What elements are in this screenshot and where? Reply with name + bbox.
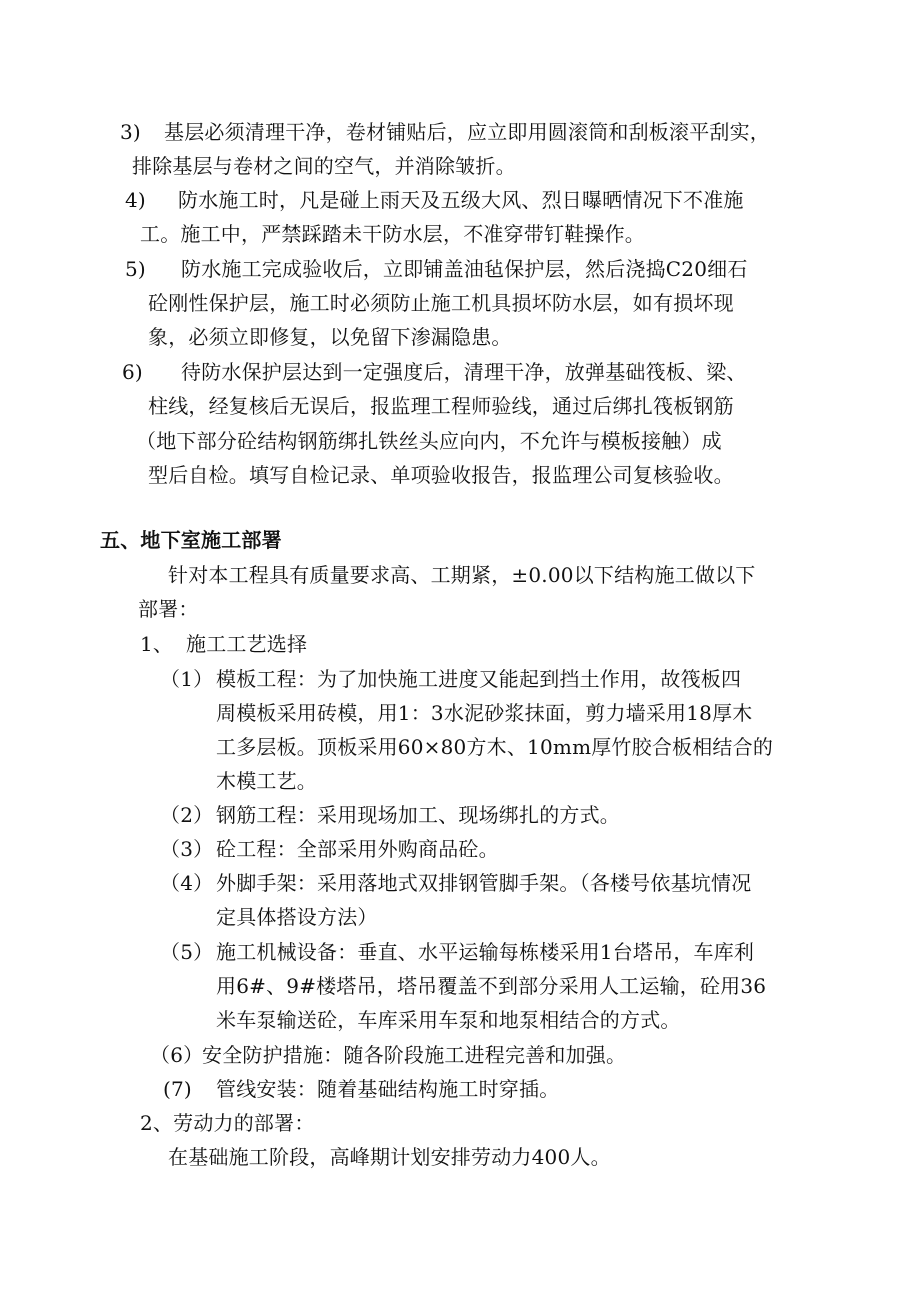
sub-item-number: （1） — [160, 667, 214, 691]
sub-item-text-line: 木模工艺。 — [216, 769, 317, 793]
section-heading: 五、地下室施工部署 — [100, 528, 282, 552]
sub-item-text-line: 管线安装：随着基础结构施工时穿插。 — [216, 1077, 560, 1101]
item-number: 4) — [125, 188, 146, 212]
item-text-line: 防水施工完成验收后，立即铺盖油毡保护层，然后浇捣C20细石 — [181, 257, 748, 281]
sub-item-text-line: 钢筋工程：采用现场加工、现场绑扎的方式。 — [216, 803, 620, 827]
sub-item-number: （2） — [160, 803, 214, 827]
intro-text-line: 针对本工程具有质量要求高、工期紧，±0.00以下结构施工做以下 — [168, 563, 756, 587]
sub-item-text-line: 砼工程：全部采用外购商品砼。 — [216, 837, 499, 861]
sub-item-text-line: 安全防护措施：随各阶段施工进程完善和加强。 — [202, 1043, 627, 1067]
subsection-title: 施工工艺选择 — [186, 632, 308, 656]
item-text-line: 基层必须清理干净，卷材铺贴后，应立即用圆滚筒和刮板滚平刮实， — [164, 120, 770, 144]
item-number: 3) — [120, 120, 141, 144]
subsection-number: 1、 — [140, 632, 174, 656]
sub-item-number: (7) — [163, 1077, 192, 1101]
item-number: 5) — [125, 257, 146, 281]
item-text-line: 象，必须立即修复，以免留下渗漏隐患。 — [148, 325, 512, 349]
item-text-line: （地下部分砼结构钢筋绑扎铁丝头应向内，不允许与模板接触）成 — [136, 429, 722, 453]
sub-item-number: （4） — [160, 871, 214, 895]
sub-item-number: （5） — [160, 940, 214, 964]
item-text-line: 排除基层与卷材之间的空气，并消除皱折。 — [132, 154, 516, 178]
item-text-line: 工。施工中，严禁踩踏未干防水层，不准穿带钉鞋操作。 — [140, 222, 645, 246]
item-text-line: 柱线，经复核后无误后，报监理工程师验线，通过后绑扎筏板钢筋 — [148, 394, 734, 418]
intro-text-line: 部署： — [138, 597, 199, 621]
sub-item-number: （6） — [150, 1043, 204, 1067]
paragraph-text: 在基础施工阶段，高峰期计划安排劳动力400人。 — [168, 1145, 611, 1169]
item-text-line: 待防水保护层达到一定强度后，清理干净，放弹基础筏板、梁、 — [181, 360, 747, 384]
item-text-line: 型后自检。填写自检记录、单项验收报告，报监理公司复核验收。 — [148, 463, 734, 487]
sub-item-text-line: 周模板采用砖模，用1：3水泥砂浆抹面，剪力墙采用18厚木 — [216, 701, 753, 725]
item-number: 6) — [122, 360, 143, 384]
sub-item-text-line: 外脚手架：采用落地式双排钢管脚手架。（各楼号依基坑情况 — [216, 871, 752, 895]
item-text-line: 防水施工时，凡是碰上雨天及五级大风、烈日曝晒情况下不准施 — [178, 188, 744, 212]
sub-item-text-line: 米车泵输送砼，车库采用车泵和地泵相结合的方式。 — [216, 1008, 681, 1032]
sub-item-text-line: 工多层板。顶板采用60×80方木、10mm厚竹胶合板相结合的 — [216, 735, 774, 759]
sub-item-number: （3） — [160, 837, 214, 861]
sub-item-text-line: 模板工程：为了加快施工进度又能起到挡土作用，故筏板四 — [216, 667, 742, 691]
sub-item-text-line: 施工机械设备：垂直、水平运输每栋楼采用1台塔吊，车库利 — [216, 940, 755, 964]
subsection-title: 2、劳动力的部署： — [140, 1111, 315, 1135]
sub-item-text-line: 定具体搭设方法） — [216, 905, 378, 929]
item-text-line: 砼刚性保护层，施工时必须防止施工机具损坏防水层，如有损坏现 — [148, 291, 734, 315]
sub-item-text-line: 用6#、9#楼塔吊，塔吊覆盖不到部分采用人工运输，砼用36 — [216, 974, 767, 998]
